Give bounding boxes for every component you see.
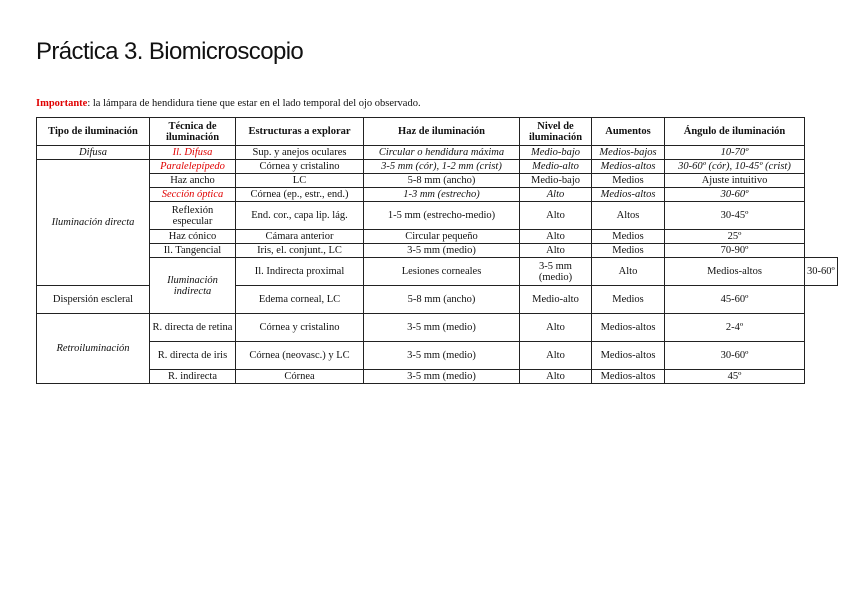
table-cell: LC [236,174,364,188]
table-cell: Medio-bajo [520,174,592,188]
table-cell: Medio-alto [520,286,592,314]
table-cell: Córnea (neovasc.) y LC [236,342,364,370]
table-cell: 30-60º (cór), 10-45º (crist) [665,160,805,174]
table-cell: Sección óptica [150,188,236,202]
table-cell: Reflexión especular [150,202,236,230]
important-label: Importante [36,98,88,109]
table-cell: Córnea y cristalino [236,160,364,174]
table-cell: Sup. y anejos oculares [236,146,364,160]
table-cell: R. indirecta [150,370,236,384]
type-cell: Iluminación indirecta [150,258,236,314]
table-cell: Alto [592,258,665,286]
table-cell: Medios-altos [592,342,665,370]
table-cell: 3-5 mm (medio) [364,244,520,258]
table-cell: Medios-altos [592,160,665,174]
table-cell: Il. Difusa [150,146,236,160]
table-cell: 5-8 mm (ancho) [364,286,520,314]
header-cell: Ángulo de iluminación [665,118,805,146]
table-cell: Edema corneal, LC [236,286,364,314]
table-cell: Haz cónico [150,230,236,244]
table-cell: 3-5 mm (medio) [520,258,592,286]
table-cell: 1-3 mm (estrecho) [364,188,520,202]
table-cell: Alto [520,230,592,244]
table-cell: R. directa de iris [150,342,236,370]
table-cell: 30-60º [805,258,838,286]
table-cell: Circular o hendidura máxima [364,146,520,160]
table-cell: Córnea y cristalino [236,314,364,342]
table-cell: R. directa de retina [150,314,236,342]
table-cell: Alto [520,370,592,384]
table-row [37,188,838,202]
table-row [37,160,838,174]
header-cell: Tipo de iluminación [37,118,150,146]
header-cell: Técnica de iluminación [150,118,236,146]
header-cell: Aumentos [592,118,665,146]
table-cell: Ajuste intuitivo [665,174,805,188]
table-cell: 3-5 mm (medio) [364,314,520,342]
table-row [37,146,838,160]
table-cell: Cámara anterior [236,230,364,244]
table-cell: 45º [665,370,805,384]
table-row [37,342,838,370]
table-cell: Altos [592,202,665,230]
table-cell: Paralelepípedo [150,160,236,174]
table-cell: Medios [592,174,665,188]
header-row [37,118,838,146]
table-cell: Medio-alto [520,160,592,174]
table-cell: Medio-bajo [520,146,592,160]
table-cell: 1-5 mm (estrecho-medio) [364,202,520,230]
table-cell: Circular pequeño [364,230,520,244]
table-cell: 3-5 mm (medio) [364,342,520,370]
table-cell: Lesiones corneales [364,258,520,286]
table-row [37,174,838,188]
table-cell: 45-60º [665,286,805,314]
table-cell: Dispersión escleral [37,286,150,314]
table-cell: Alto [520,244,592,258]
table-cell: Alto [520,188,592,202]
table-cell: Medios-altos [592,188,665,202]
table-cell: Alto [520,314,592,342]
table-cell: Medios-altos [665,258,805,286]
table-row [37,258,838,286]
table-cell: Medios [592,230,665,244]
header-cell: Haz de iluminación [364,118,520,146]
table-cell: End. cor., capa lip. lág. [236,202,364,230]
header-cell: Estructuras a explorar [236,118,364,146]
important-text: : la lámpara de hendidura tiene que estar en el lado temporal del ojo observado. [87,98,421,109]
illumination-table [36,117,838,384]
table-cell: 30-60º [665,188,805,202]
table-cell: 30-45º [665,202,805,230]
table-row [37,370,838,384]
table-cell: Il. Indirecta proximal [236,258,364,286]
table-row [37,244,838,258]
table-cell: Alto [520,202,592,230]
type-cell: Retroiluminación [37,314,150,384]
table-cell: Alto [520,342,592,370]
table-cell: Medios-altos [592,370,665,384]
table-cell: 3-5 mm (medio) [364,370,520,384]
table-cell: 70-90º [665,244,805,258]
table-cell: Córnea [236,370,364,384]
table-cell: Il. Tangencial [150,244,236,258]
table-cell: Medios [592,286,665,314]
table-cell: 5-8 mm (ancho) [364,174,520,188]
type-cell: Difusa [37,146,150,160]
type-cell: Iluminación directa [37,160,150,286]
header-cell: Nivel de iluminación [520,118,592,146]
table-cell: Medios [592,244,665,258]
table-cell: 10-70º [665,146,805,160]
table-cell: 25º [665,230,805,244]
important-note [36,98,421,109]
table-cell: Iris, el. conjunt., LC [236,244,364,258]
table-cell: Medios-bajos [592,146,665,160]
page-title: Práctica 3. Biomicroscopio [36,38,304,65]
table-cell: Córnea (ep., estr., end.) [236,188,364,202]
table-row [37,230,838,244]
table-cell: Haz ancho [150,174,236,188]
table-cell: 30-60º [665,342,805,370]
table-row [37,202,838,230]
table-row [37,314,838,342]
table-cell: 2-4º [665,314,805,342]
table-cell: 3-5 mm (cór), 1-2 mm (crist) [364,160,520,174]
table-cell: Medios-altos [592,314,665,342]
